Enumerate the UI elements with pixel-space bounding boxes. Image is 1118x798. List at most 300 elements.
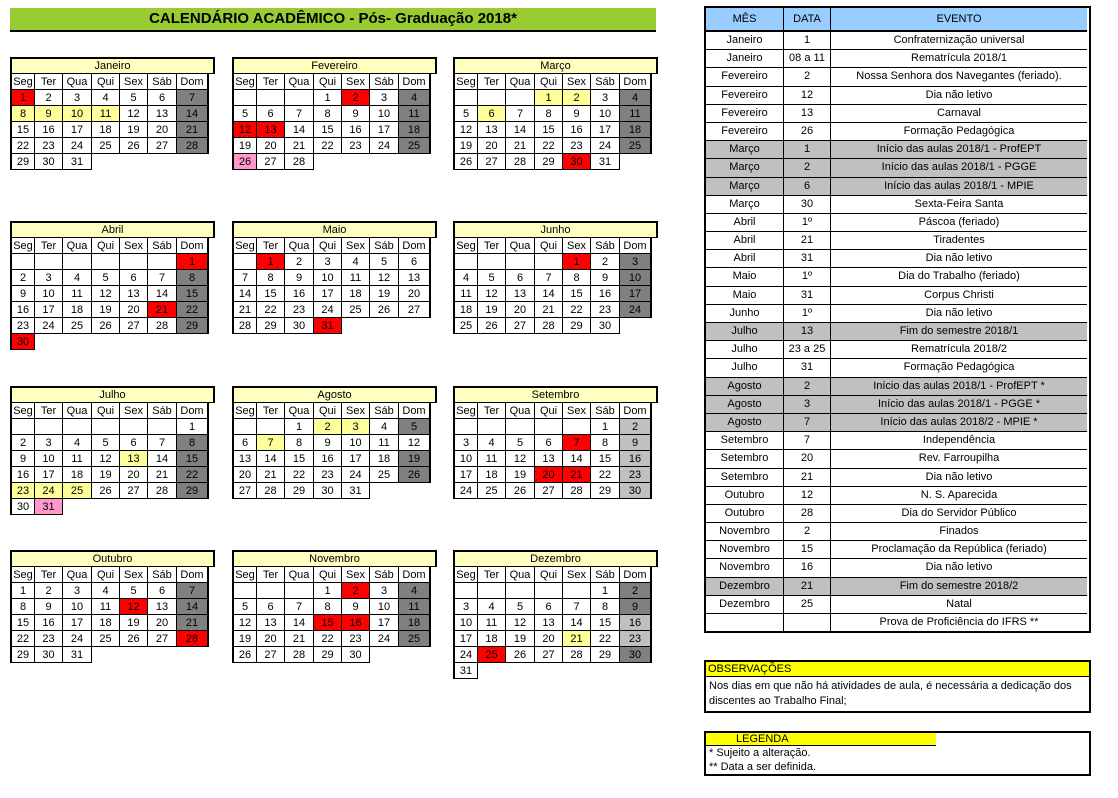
month-5 xyxy=(232,221,437,334)
weekday-header: Ter xyxy=(478,403,506,419)
day-cell: 27 xyxy=(148,138,177,154)
day-cell: 19 xyxy=(120,122,148,138)
day-cell: 9 xyxy=(35,599,63,615)
month-name: Fevereiro xyxy=(232,57,437,74)
event-row xyxy=(706,378,1089,396)
day-cell: 27 xyxy=(506,318,535,334)
weekday-header: Qui xyxy=(535,403,563,419)
month-days xyxy=(453,403,658,499)
event-date: 7 xyxy=(784,432,831,450)
day-cell: 6 xyxy=(148,90,177,106)
day-cell: 16 xyxy=(314,451,342,467)
day-cell: 5 xyxy=(120,583,148,599)
day-cell: 27 xyxy=(257,647,285,663)
day-cell: 14 xyxy=(535,286,563,302)
empty-cell xyxy=(177,647,209,663)
day-cell: 15 xyxy=(591,615,620,631)
day-cell: 1 xyxy=(177,419,209,435)
weekday-header: Seg xyxy=(232,567,257,583)
weekday-header: Dom xyxy=(620,403,652,419)
weekday-header: Qui xyxy=(92,238,120,254)
empty-cell xyxy=(148,334,177,350)
empty-cell xyxy=(177,334,209,350)
day-cell: 24 xyxy=(591,138,620,154)
day-cell: 26 xyxy=(370,302,399,318)
event-row xyxy=(706,105,1089,123)
day-cell xyxy=(257,90,285,106)
weekday-header: Ter xyxy=(35,238,63,254)
weekday-header: Dom xyxy=(399,403,431,419)
day-cell: 15 xyxy=(177,451,209,467)
day-cell: 23 xyxy=(285,302,314,318)
day-cell xyxy=(506,254,535,270)
day-cell: 19 xyxy=(478,302,506,318)
empty-cell xyxy=(370,647,399,663)
empty-cell xyxy=(120,154,148,170)
day-cell: 3 xyxy=(370,583,399,599)
day-cell: 10 xyxy=(620,270,652,286)
event-name: Rematrícula 2018/2 xyxy=(831,341,1087,359)
event-row xyxy=(706,68,1089,86)
day-cell: 29 xyxy=(314,647,342,663)
day-cell: 8 xyxy=(563,270,591,286)
day-cell: 10 xyxy=(591,106,620,122)
event-month: Maio xyxy=(706,268,784,286)
event-name: Dia não letivo xyxy=(831,469,1087,487)
day-cell: 20 xyxy=(120,302,148,318)
day-cell: 22 xyxy=(591,467,620,483)
day-cell: 22 xyxy=(535,138,563,154)
day-cell: 4 xyxy=(92,90,120,106)
day-cell: 13 xyxy=(506,286,535,302)
day-cell: 22 xyxy=(257,302,285,318)
event-name: Carnaval xyxy=(831,105,1087,123)
weekday-header: Qua xyxy=(506,567,535,583)
weekday-header: Ter xyxy=(257,74,285,90)
weekday-header: Seg xyxy=(453,238,478,254)
month-days xyxy=(10,74,215,170)
empty-cell xyxy=(63,499,92,515)
weekday-header: Seg xyxy=(453,567,478,583)
day-cell: 13 xyxy=(257,122,285,138)
month-days xyxy=(10,403,215,515)
weekday-header: Sáb xyxy=(148,403,177,419)
day-cell xyxy=(478,419,506,435)
weekday-header: Qui xyxy=(314,403,342,419)
day-cell: 7 xyxy=(148,270,177,286)
event-row xyxy=(706,196,1089,214)
event-row xyxy=(706,559,1089,577)
day-cell: 2 xyxy=(620,583,652,599)
day-cell xyxy=(232,583,257,599)
event-name: Rev. Farroupilha xyxy=(831,450,1087,468)
day-cell: 21 xyxy=(285,138,314,154)
event-month: Março xyxy=(706,178,784,196)
day-cell: 6 xyxy=(506,270,535,286)
weekday-header: Sex xyxy=(120,74,148,90)
day-cell xyxy=(92,419,120,435)
day-cell xyxy=(63,254,92,270)
events-table xyxy=(704,6,1091,633)
day-cell: 5 xyxy=(232,106,257,122)
month-7 xyxy=(10,386,215,515)
day-cell: 1 xyxy=(177,254,209,270)
day-cell: 23 xyxy=(342,631,370,647)
day-cell: 20 xyxy=(257,631,285,647)
day-cell: 2 xyxy=(285,254,314,270)
day-cell: 1 xyxy=(563,254,591,270)
weekday-header: Sex xyxy=(563,403,591,419)
day-cell: 24 xyxy=(314,302,342,318)
day-cell: 13 xyxy=(257,615,285,631)
day-cell: 12 xyxy=(92,286,120,302)
weekday-header: Qua xyxy=(506,238,535,254)
weekday-header: Sáb xyxy=(591,403,620,419)
event-month xyxy=(706,614,784,631)
day-cell: 5 xyxy=(92,270,120,286)
month-2 xyxy=(232,57,437,170)
day-cell: 19 xyxy=(453,138,478,154)
day-cell: 3 xyxy=(35,270,63,286)
empty-cell xyxy=(148,154,177,170)
day-cell: 26 xyxy=(399,467,431,483)
event-month: Novembro xyxy=(706,523,784,541)
weekday-header: Sáb xyxy=(370,238,399,254)
day-cell: 22 xyxy=(10,631,35,647)
day-cell: 6 xyxy=(535,599,563,615)
weekday-header: Dom xyxy=(399,567,431,583)
day-cell xyxy=(10,254,35,270)
day-cell: 25 xyxy=(342,302,370,318)
legend-line: ** Data a ser definida. xyxy=(709,761,817,773)
day-cell: 26 xyxy=(453,154,478,170)
day-cell: 29 xyxy=(535,154,563,170)
month-12 xyxy=(453,550,658,679)
day-cell: 19 xyxy=(92,302,120,318)
day-cell: 1 xyxy=(10,583,35,599)
event-name: Rematrícula 2018/1 xyxy=(831,50,1087,68)
day-cell: 25 xyxy=(92,138,120,154)
day-cell: 21 xyxy=(148,467,177,483)
event-name: Páscoa (feriado) xyxy=(831,214,1087,232)
day-cell: 16 xyxy=(591,286,620,302)
day-cell: 1 xyxy=(10,90,35,106)
day-cell: 1 xyxy=(285,419,314,435)
empty-cell xyxy=(148,647,177,663)
empty-cell xyxy=(120,334,148,350)
event-name: Fim do semestre 2018/2 xyxy=(831,578,1087,596)
observations-title: OBSERVAÇÕES xyxy=(706,662,1089,677)
weekday-header: Sex xyxy=(342,567,370,583)
event-month: Agosto xyxy=(706,378,784,396)
day-cell: 23 xyxy=(563,138,591,154)
day-cell: 1 xyxy=(535,90,563,106)
weekday-header: Sex xyxy=(563,567,591,583)
day-cell: 24 xyxy=(35,318,63,334)
event-date: 12 xyxy=(784,487,831,505)
day-cell: 20 xyxy=(399,286,431,302)
weekday-header: Sáb xyxy=(591,238,620,254)
day-cell: 13 xyxy=(120,451,148,467)
day-cell: 21 xyxy=(148,302,177,318)
event-row xyxy=(706,214,1089,232)
day-cell xyxy=(232,90,257,106)
day-cell: 20 xyxy=(148,122,177,138)
weekday-header: Qui xyxy=(314,238,342,254)
event-row xyxy=(706,232,1089,250)
month-days xyxy=(453,238,658,334)
event-month: Abril xyxy=(706,250,784,268)
day-cell: 27 xyxy=(120,483,148,499)
day-cell: 14 xyxy=(232,286,257,302)
weekday-header: Dom xyxy=(620,238,652,254)
day-cell: 14 xyxy=(148,286,177,302)
day-cell: 15 xyxy=(285,451,314,467)
event-name: Dia não letivo xyxy=(831,87,1087,105)
day-cell: 30 xyxy=(35,647,63,663)
weekday-header: Qui xyxy=(314,74,342,90)
day-cell: 13 xyxy=(535,451,563,467)
day-cell: 23 xyxy=(314,467,342,483)
day-cell: 8 xyxy=(285,435,314,451)
day-cell: 20 xyxy=(478,138,506,154)
event-date: 25 xyxy=(784,596,831,614)
day-cell: 7 xyxy=(563,435,591,451)
day-cell: 20 xyxy=(232,467,257,483)
day-cell: 6 xyxy=(478,106,506,122)
event-row xyxy=(706,523,1089,541)
day-cell: 7 xyxy=(506,106,535,122)
day-cell: 29 xyxy=(10,154,35,170)
event-date: 1º xyxy=(784,268,831,286)
day-cell: 12 xyxy=(120,599,148,615)
event-name: Dia do Servidor Público xyxy=(831,505,1087,523)
event-row xyxy=(706,450,1089,468)
day-cell: 10 xyxy=(342,435,370,451)
event-row xyxy=(706,32,1089,50)
event-row xyxy=(706,268,1089,286)
event-month: Dezembro xyxy=(706,578,784,596)
day-cell: 10 xyxy=(314,270,342,286)
weekday-header: Qui xyxy=(92,403,120,419)
day-cell xyxy=(563,583,591,599)
day-cell: 4 xyxy=(453,270,478,286)
day-cell: 13 xyxy=(120,286,148,302)
day-cell: 10 xyxy=(453,451,478,467)
weekday-header: Ter xyxy=(478,567,506,583)
empty-cell xyxy=(35,334,63,350)
weekday-header: Qui xyxy=(92,74,120,90)
event-row xyxy=(706,323,1089,341)
day-cell: 18 xyxy=(620,122,652,138)
empty-cell xyxy=(591,663,620,679)
day-cell: 17 xyxy=(35,467,63,483)
day-cell: 11 xyxy=(342,270,370,286)
day-cell: 21 xyxy=(177,122,209,138)
weekday-header: Qua xyxy=(63,567,92,583)
day-cell: 11 xyxy=(63,451,92,467)
day-cell: 8 xyxy=(535,106,563,122)
event-month: Junho xyxy=(706,305,784,323)
day-cell xyxy=(478,254,506,270)
day-cell: 23 xyxy=(342,138,370,154)
empty-cell xyxy=(399,154,431,170)
event-date: 20 xyxy=(784,450,831,468)
day-cell: 25 xyxy=(63,318,92,334)
event-name: Tiradentes xyxy=(831,232,1087,250)
empty-cell xyxy=(399,483,431,499)
day-cell: 7 xyxy=(177,90,209,106)
day-cell: 18 xyxy=(478,631,506,647)
day-cell: 22 xyxy=(314,138,342,154)
day-cell: 28 xyxy=(232,318,257,334)
empty-cell xyxy=(370,154,399,170)
event-row xyxy=(706,305,1089,323)
month-name: Novembro xyxy=(232,550,437,567)
day-cell xyxy=(535,419,563,435)
day-cell: 24 xyxy=(35,483,63,499)
day-cell: 31 xyxy=(342,483,370,499)
day-cell: 21 xyxy=(177,615,209,631)
day-cell: 19 xyxy=(120,615,148,631)
day-cell: 17 xyxy=(591,122,620,138)
day-cell: 13 xyxy=(478,122,506,138)
day-cell: 3 xyxy=(591,90,620,106)
day-cell xyxy=(257,583,285,599)
day-cell: 15 xyxy=(257,286,285,302)
day-cell: 26 xyxy=(232,647,257,663)
weekday-header: Ter xyxy=(257,403,285,419)
event-month: Janeiro xyxy=(706,50,784,68)
day-cell xyxy=(506,90,535,106)
day-cell: 5 xyxy=(506,599,535,615)
day-cell: 30 xyxy=(620,647,652,663)
event-row xyxy=(706,578,1089,596)
observations-text: Nos dias em que não há atividades de aula, é necessária a dedicação dos discentes ao Trabalho Final; xyxy=(709,680,1072,707)
day-cell: 17 xyxy=(342,451,370,467)
day-cell: 8 xyxy=(591,599,620,615)
day-cell: 3 xyxy=(35,435,63,451)
day-cell: 5 xyxy=(478,270,506,286)
event-date: 30 xyxy=(784,196,831,214)
day-cell: 3 xyxy=(620,254,652,270)
event-name: Fim do semestre 2018/1 xyxy=(831,323,1087,341)
weekday-header: Dom xyxy=(620,74,652,90)
day-cell: 14 xyxy=(177,599,209,615)
day-cell: 4 xyxy=(399,90,431,106)
day-cell: 11 xyxy=(478,451,506,467)
day-cell: 12 xyxy=(506,615,535,631)
month-8 xyxy=(232,386,437,499)
day-cell: 1 xyxy=(314,90,342,106)
day-cell: 23 xyxy=(35,631,63,647)
empty-cell xyxy=(342,318,370,334)
day-cell: 6 xyxy=(120,435,148,451)
day-cell: 18 xyxy=(342,286,370,302)
day-cell: 9 xyxy=(342,599,370,615)
event-row xyxy=(706,487,1089,505)
weekday-header: Qui xyxy=(535,567,563,583)
weekday-header: Ter xyxy=(478,238,506,254)
day-cell: 6 xyxy=(120,270,148,286)
weekday-header: Qua xyxy=(63,74,92,90)
day-cell: 18 xyxy=(92,615,120,631)
event-row xyxy=(706,178,1089,196)
day-cell: 5 xyxy=(370,254,399,270)
month-name: Janeiro xyxy=(10,57,215,74)
day-cell: 13 xyxy=(232,451,257,467)
event-name: Dia não letivo xyxy=(831,250,1087,268)
day-cell: 21 xyxy=(232,302,257,318)
day-cell: 17 xyxy=(63,122,92,138)
day-cell xyxy=(563,419,591,435)
day-cell: 2 xyxy=(591,254,620,270)
day-cell: 23 xyxy=(591,302,620,318)
event-row xyxy=(706,505,1089,523)
day-cell xyxy=(535,254,563,270)
day-cell: 2 xyxy=(563,90,591,106)
event-month: Abril xyxy=(706,232,784,250)
day-cell: 12 xyxy=(478,286,506,302)
observations-box xyxy=(704,660,1091,713)
day-cell: 17 xyxy=(35,302,63,318)
day-cell xyxy=(148,419,177,435)
weekday-header: Ter xyxy=(257,238,285,254)
weekday-header: Dom xyxy=(399,74,431,90)
day-cell: 13 xyxy=(399,270,431,286)
event-name: Prova de Proficiência do IFRS ** xyxy=(879,616,1039,628)
day-cell: 21 xyxy=(535,302,563,318)
event-month: Fevereiro xyxy=(706,105,784,123)
event-month: Março xyxy=(706,159,784,177)
day-cell: 30 xyxy=(10,334,35,350)
weekday-header: Qua xyxy=(506,74,535,90)
weekday-header: Qui xyxy=(535,238,563,254)
day-cell: 18 xyxy=(63,302,92,318)
event-name: Natal xyxy=(831,596,1087,614)
event-month: Janeiro xyxy=(706,32,784,50)
day-cell: 27 xyxy=(120,318,148,334)
day-cell: 24 xyxy=(453,647,478,663)
day-cell: 25 xyxy=(478,483,506,499)
day-cell: 14 xyxy=(177,106,209,122)
empty-cell xyxy=(177,499,209,515)
weekday-header: Sáb xyxy=(591,567,620,583)
day-cell: 23 xyxy=(35,138,63,154)
day-cell xyxy=(92,254,120,270)
weekday-header: Sáb xyxy=(591,74,620,90)
weekday-header: Sex xyxy=(120,403,148,419)
empty-cell xyxy=(370,483,399,499)
day-cell: 7 xyxy=(148,435,177,451)
event-date: 2 xyxy=(784,159,831,177)
empty-cell xyxy=(506,663,535,679)
day-cell: 16 xyxy=(35,122,63,138)
event-name: Nossa Senhora dos Navegantes (feriado). xyxy=(831,68,1087,86)
day-cell: 28 xyxy=(563,483,591,499)
day-cell xyxy=(35,419,63,435)
event-month: Fevereiro xyxy=(706,68,784,86)
day-cell: 1 xyxy=(591,583,620,599)
day-cell: 25 xyxy=(63,483,92,499)
event-date: 2 xyxy=(784,523,831,541)
day-cell: 12 xyxy=(506,451,535,467)
event-row xyxy=(706,414,1089,432)
day-cell: 3 xyxy=(453,435,478,451)
month-days xyxy=(232,74,437,170)
day-cell: 30 xyxy=(285,318,314,334)
event-date: 6 xyxy=(784,178,831,196)
